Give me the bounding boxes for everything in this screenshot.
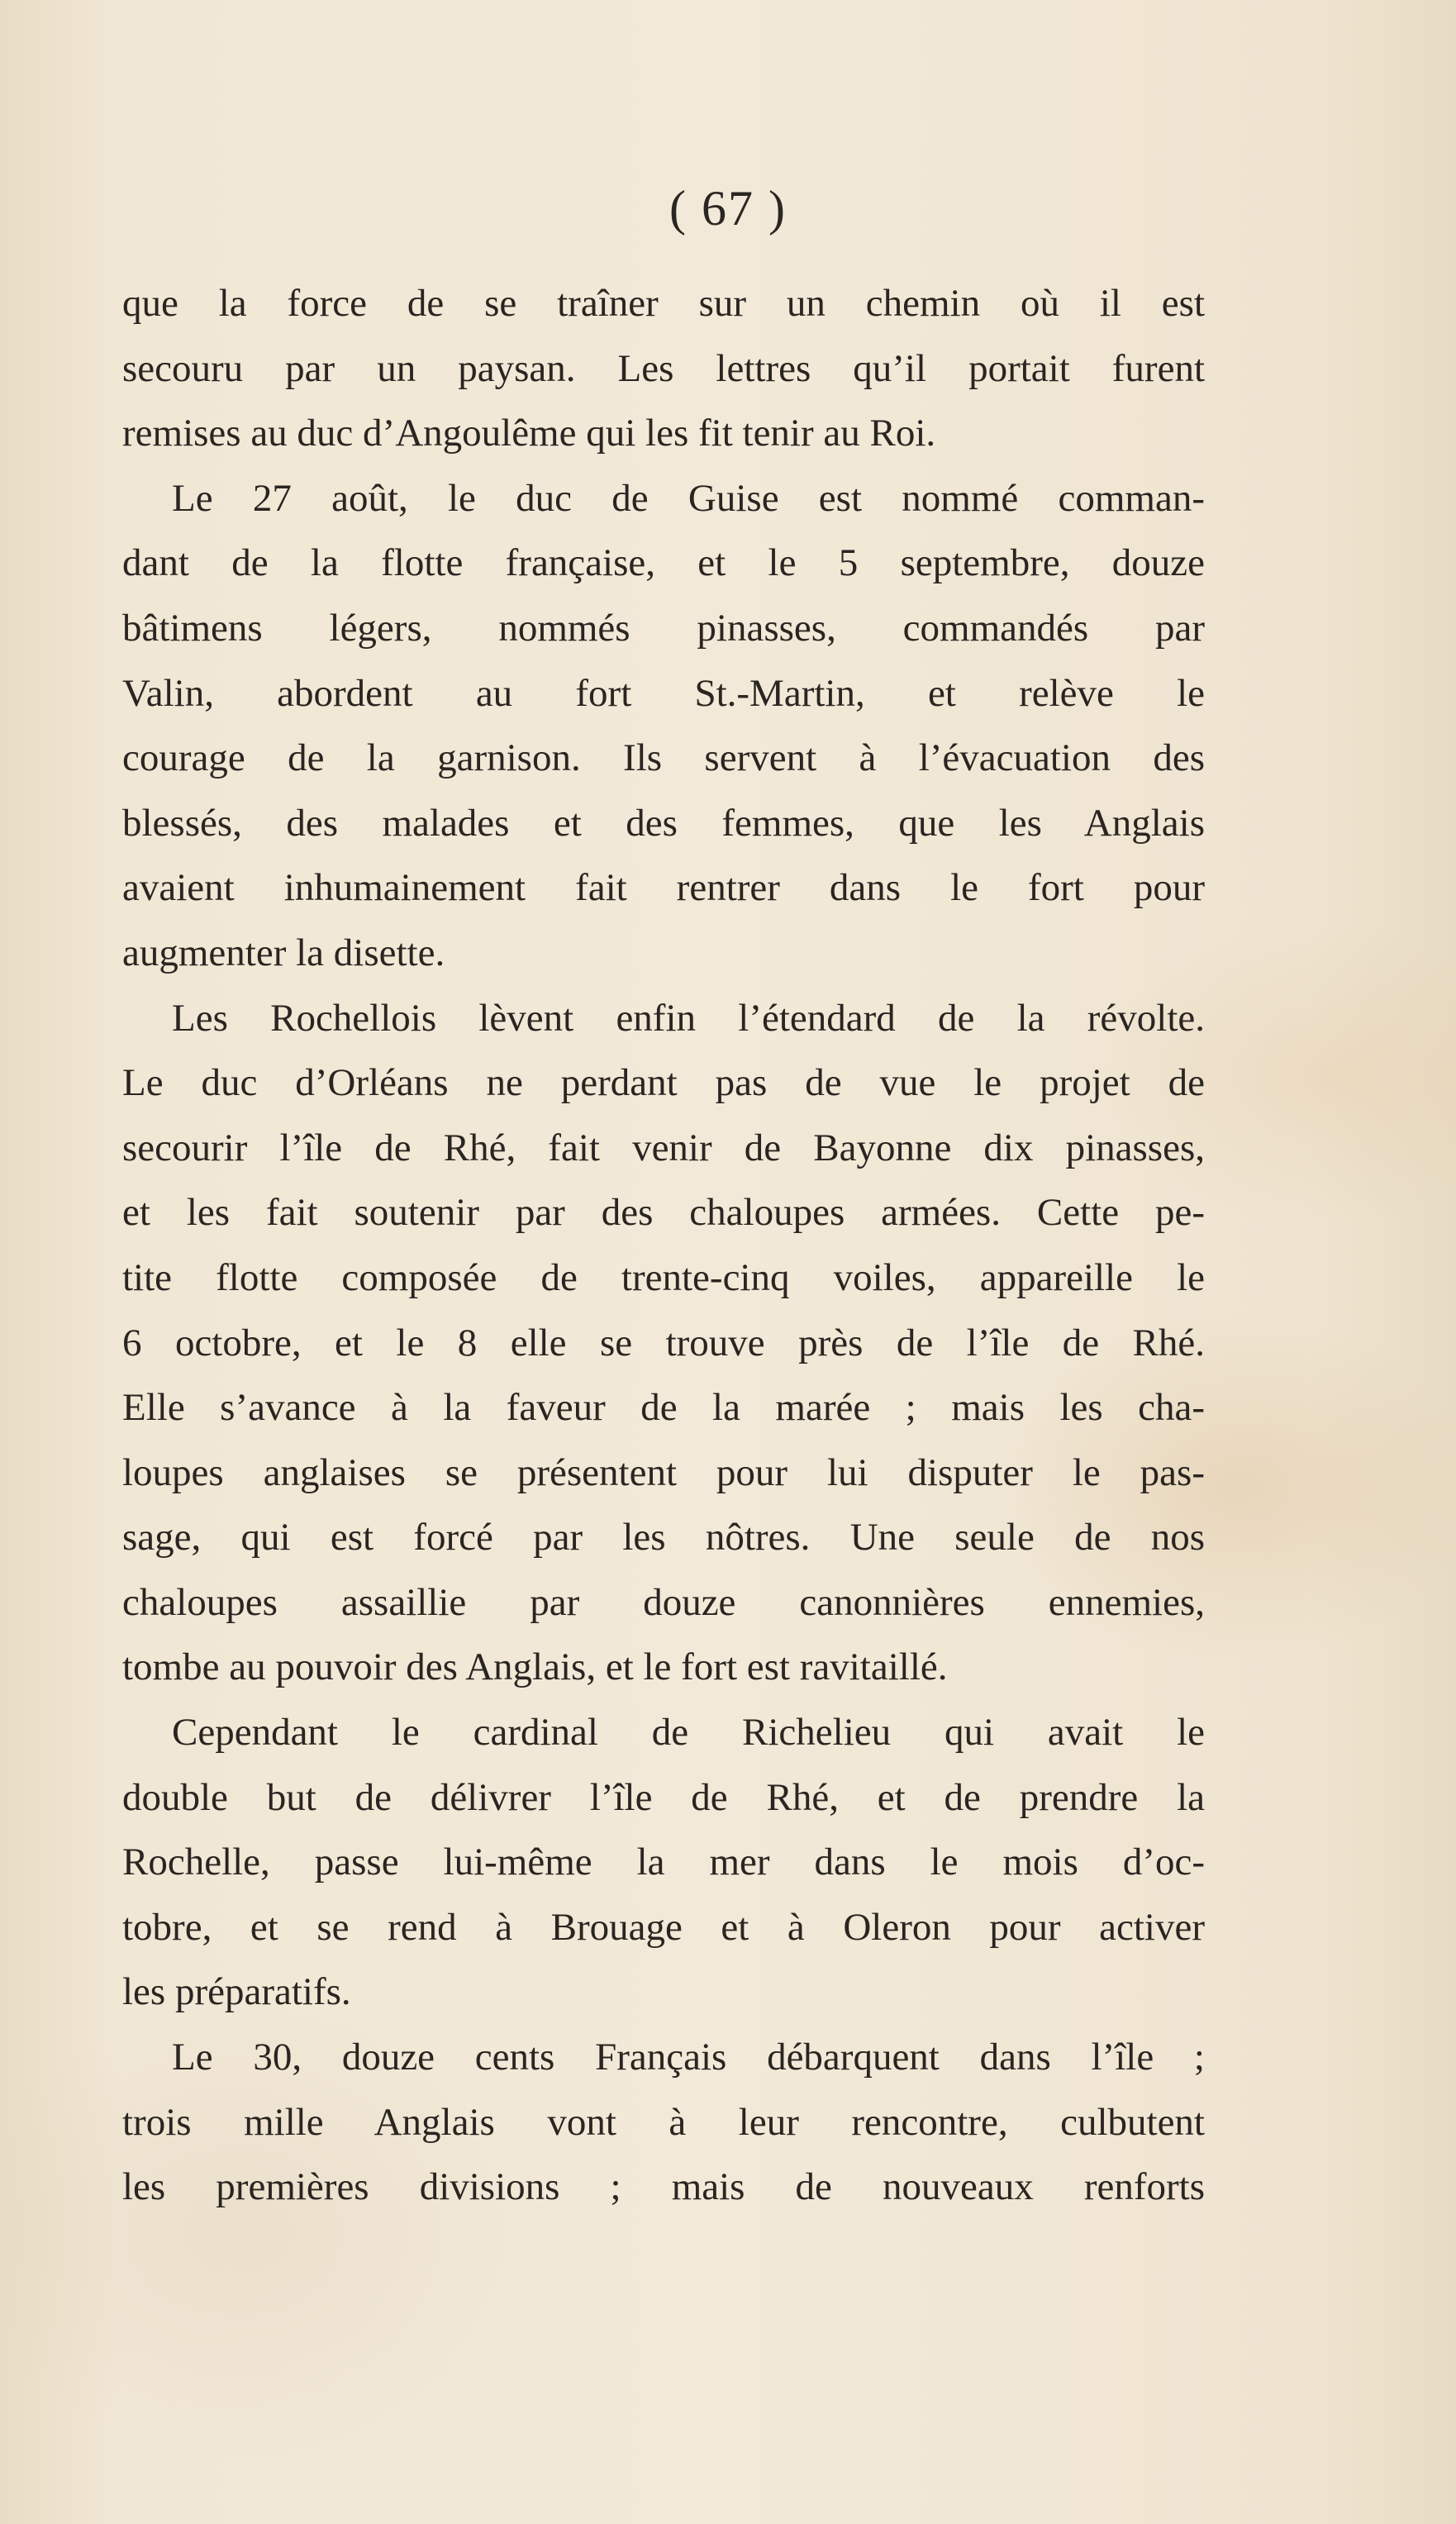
text-line: Valin, abordent au fort St.-Martin, et relève le [122,671,1205,715]
text-line: tobre, et se rend à Brouage et à Oleron pour activer [122,1905,1205,1949]
text-line: secourir l’île de Rhé, fait venir de Bayonne dix pinasses, [122,1126,1205,1169]
text-line: Le duc d’Orléans ne perdant pas de vue le projet de [122,1061,1205,1105]
text-line: sage, qui est forcé par les nôtres. Une seule de nos [122,1516,1205,1560]
text-line: et les fait soutenir par des chaloupes armées. Cette pe- [122,1191,1205,1235]
text-line: bâtimens légers, nommés pinasses, commandés par [122,606,1205,650]
paragraph-start-line: Cependant le cardinal de Richelieu qui avait le [172,1711,1205,1755]
text-line: Rochelle, passe lui-même la mer dans le mois d’oc- [122,1841,1205,1884]
text-line: avaient inhumainement fait rentrer dans le fort pour [122,866,1205,910]
text-line: chaloupes assaillie par douze canonnières ennemies, [122,1580,1205,1624]
text-line: remises au duc d’Angoulême qui les fit tenir au Roi. [122,412,936,455]
text-line: loupes anglaises se présentent pour lui disputer le pas- [122,1450,1205,1494]
page-number: ( 67 ) [669,181,787,236]
text-line: blessés, des malades et des femmes, que les Anglais [122,801,1205,845]
text-line: double but de délivrer l’île de Rhé, et de prendre la [122,1775,1205,1819]
text-line: secouru par un paysan. Les lettres qu’il portait furent [122,346,1205,390]
text-line: Elle s’avance à la faveur de la marée ; mais les cha- [122,1386,1205,1430]
paragraph-start-line: Les Rochellois lèvent enfin l’étendard de la révolte. [172,996,1205,1040]
text-line: 6 octobre, et le 8 elle se trouve près de l’île de Rhé. [122,1321,1205,1364]
text-line: tite flotte composée de trente-cinq voiles, appareille le [122,1255,1205,1299]
text-line: augmenter la disette. [122,931,445,974]
body-text [122,271,1205,2220]
text-line: dant de la flotte française, et le 5 septembre, douze [122,541,1205,585]
paragraph-start-line: Le 27 août, le duc de Guise est nommé comman- [172,476,1205,520]
text-line: que la force de se traîner sur un chemin où il est [122,282,1205,325]
text-line: tombe au pouvoir des Anglais, et le fort est ravitaillé. [122,1645,948,1689]
text-line: les premières divisions ; mais de nouveaux renforts [122,2165,1205,2209]
text-line: courage de la garnison. Ils servent à l’évacuation des [122,736,1205,780]
text-line: les préparatifs. [122,1970,351,2014]
paragraph-start-line: Le 30, douze cents Français débarquent dans l’île ; [172,2036,1205,2079]
text-line: trois mille Anglais vont à leur rencontre, culbutent [122,2100,1205,2144]
